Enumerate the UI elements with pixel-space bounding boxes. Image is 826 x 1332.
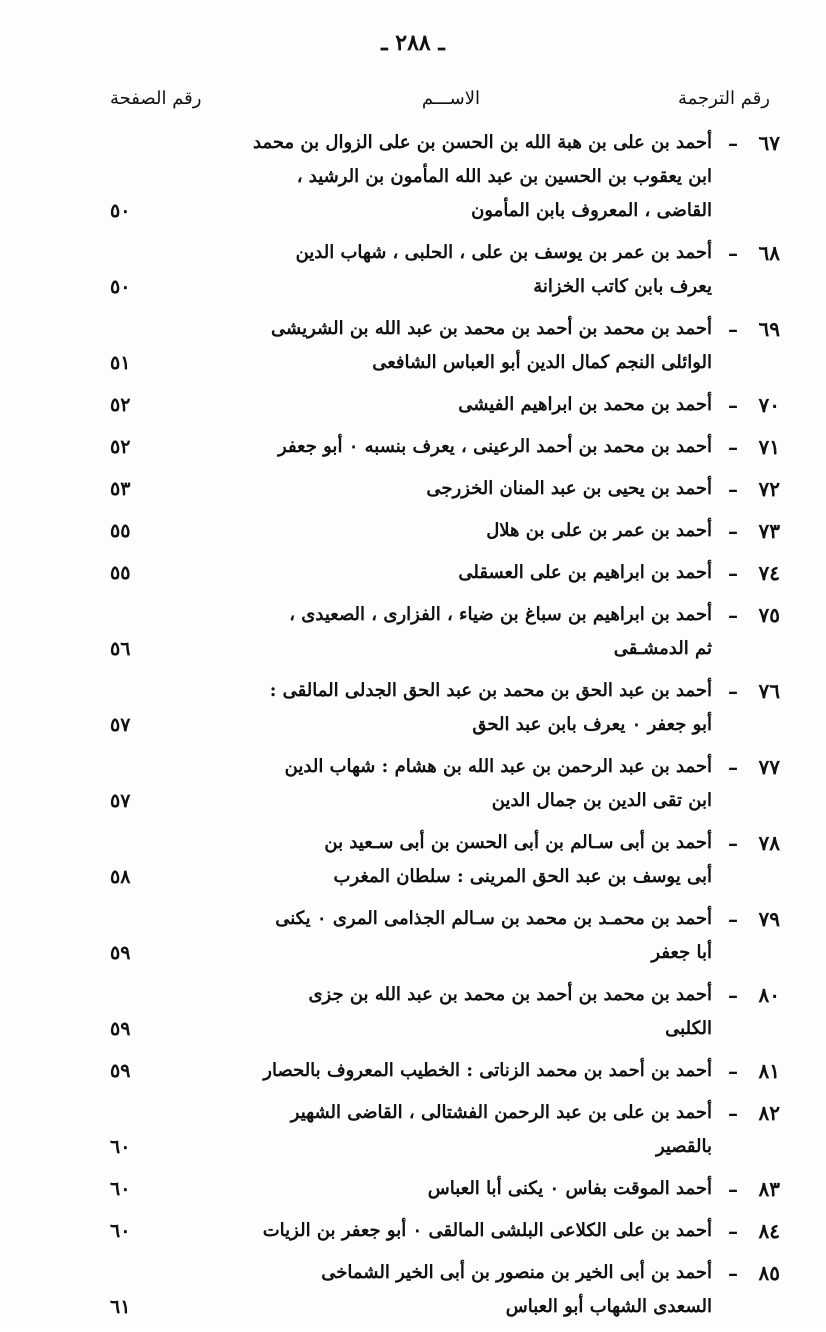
entry-name [188, 1096, 712, 1164]
list-item [110, 236, 780, 304]
list-item [110, 1096, 780, 1164]
entry-name [188, 126, 712, 228]
entry-page-number: ٥٨ [110, 866, 131, 888]
entry-dash: – [728, 907, 738, 931]
entry-dash: – [728, 393, 738, 417]
entry-name-line: أحمد بن أبى سـالم بن أبى الحسن بن أبى سـعيد بن [324, 832, 712, 853]
entry-name-line: أبا جعفر [651, 942, 712, 963]
list-item [110, 902, 780, 970]
list-item [110, 556, 780, 590]
entry-name-line: ثم الدمشـقى [613, 638, 712, 659]
list-item [110, 1172, 780, 1206]
entry-name-line: أحمد بن محمد بن أحمد بن محمد بن عبد الله بن جزى [308, 984, 712, 1005]
list-item [110, 750, 780, 818]
entry-dash: – [728, 519, 738, 543]
list-item [110, 598, 780, 666]
list-item [110, 312, 780, 380]
entry-page-number: ٥٢ [110, 436, 131, 458]
entry-name-line: أحمد بن عبد الرحمن بن عبد الله بن هشام : شهاب الدين [284, 756, 712, 777]
entry-number: ٧٨ [758, 831, 780, 855]
entry-page-number: ٥١ [110, 352, 131, 374]
entry-dash: – [728, 317, 738, 341]
entry-dash: – [728, 131, 738, 155]
entry-name-line: أحمد بن عمر بن على بن هلال [486, 520, 712, 541]
entry-page-number: ٥٥ [110, 562, 131, 584]
entry-name-line: أحمد بن محمد بن أحمد الرعينى ، يعرف بنسبه ٠ أبو جعفر [278, 436, 712, 457]
list-item [110, 388, 780, 422]
list-item [110, 514, 780, 548]
entry-name [188, 1054, 712, 1088]
entry-dash: – [728, 435, 738, 459]
entry-name-line: أحمد بن على بن هبة الله بن الحسن بن على الزوال بن محمد [253, 132, 712, 153]
header-entry-number: رقم الترجمة [677, 88, 770, 109]
entry-name-line: أحمد بن عبد الحق بن محمد بن عبد الحق الجدلى المالقى : [269, 680, 712, 701]
entry-number: ٧٥ [758, 603, 780, 627]
entry-name-line: أحمد بن محمـد بن محمد بن سـالم الجذامى المرى ٠ يكنى [275, 908, 712, 929]
entry-page-number: ٥٩ [110, 1018, 131, 1040]
entry-name [188, 1214, 712, 1248]
entry-page-number: ٥٥ [110, 520, 131, 542]
entry-name-line: أحمد بن أحمد بن محمد الزناتى : الخطيب المعروف بالحصار [263, 1060, 712, 1081]
entry-dash: – [728, 477, 738, 501]
entry-name-line: أحمد بن أبى الخير بن منصور بن أبى الخير الشماخى [321, 1262, 712, 1283]
entry-name-line: بالقصير [655, 1136, 712, 1157]
page-number: ـ ٢٨٨ ـ [381, 30, 445, 56]
entry-number: ٨١ [758, 1059, 780, 1083]
entry-number: ٧٣ [758, 519, 780, 543]
entry-number: ٧١ [758, 435, 780, 459]
header-page-number: رقم الصفحة [110, 88, 202, 109]
entry-name [188, 978, 712, 1046]
entry-dash: – [728, 241, 738, 265]
entry-number: ٨٥ [758, 1261, 780, 1285]
entry-page-number: ٦٠ [110, 1136, 131, 1158]
entry-name-line: ابن تقى الدين بن جمال الدين [491, 790, 712, 811]
entry-number: ٧٧ [758, 755, 780, 779]
entry-page-number: ٥٩ [110, 1060, 131, 1082]
entry-number: ٧٤ [758, 561, 780, 585]
entry-number: ٨٣ [758, 1177, 780, 1201]
entry-number: ٧٠ [758, 393, 780, 417]
list-item [110, 472, 780, 506]
entry-name-line: أبى يوسف بن عبد الحق المرينى : سلطان المغرب [333, 866, 712, 887]
list-item [110, 978, 780, 1046]
entry-dash: – [728, 1219, 738, 1243]
entry-number: ٧٦ [758, 679, 780, 703]
entry-page-number: ٥٠ [110, 276, 131, 298]
entry-name-line: أحمد بن على بن عبد الرحمن الفشتالى ، القاضى الشهير [290, 1102, 712, 1123]
list-item [110, 826, 780, 894]
entry-name-line: الكلبى [665, 1018, 712, 1039]
entry-name [188, 236, 712, 304]
entry-name-line: أبو جعفر ٠ يعرف بابن عبد الحق [472, 714, 712, 735]
entry-page-number: ٦١ [110, 1296, 131, 1318]
entry-number: ٨٤ [758, 1219, 780, 1243]
entry-dash: – [728, 1101, 738, 1125]
entry-number: ٨٠ [758, 983, 780, 1007]
entry-page-number: ٥٩ [110, 942, 131, 964]
entry-name [188, 430, 712, 464]
entry-name [188, 826, 712, 894]
entry-name [188, 674, 712, 742]
entry-name-line: أحمد بن ابراهيم بن سباغ بن ضياء ، الفزارى ، الصعيدى ، [289, 604, 712, 625]
entry-dash: – [728, 679, 738, 703]
entry-name-line: أحمد بن محمد بن أحمد بن محمد بن عبد الله بن الشريشى [271, 318, 712, 339]
entry-number: ٦٩ [758, 317, 780, 341]
entry-dash: – [728, 1177, 738, 1201]
entry-name [188, 1256, 712, 1324]
entry-name [188, 902, 712, 970]
entry-page-number: ٥٧ [110, 714, 131, 736]
entry-name [188, 472, 712, 506]
entry-page-number: ٦٠ [110, 1178, 131, 1200]
entry-page-number: ٥٦ [110, 638, 131, 660]
entry-dash: – [728, 1261, 738, 1285]
entry-page-number: ٥٧ [110, 790, 131, 812]
list-item [110, 1256, 780, 1324]
entry-page-number: ٦٠ [110, 1220, 131, 1242]
entry-number: ٨٢ [758, 1101, 780, 1125]
column-header-row [110, 88, 770, 118]
entry-dash: – [728, 561, 738, 585]
entries-list [110, 126, 780, 1332]
header-name: الاســـم [421, 88, 480, 109]
entry-dash: – [728, 831, 738, 855]
entry-name-line: الوائلى النجم كمال الدين أبو العباس الشافعى [372, 352, 712, 373]
entry-name [188, 312, 712, 380]
entry-dash: – [728, 1059, 738, 1083]
entry-name-line: أحمد الموقت بفاس ٠ يكنى أبا العباس [427, 1178, 712, 1199]
list-item [110, 126, 780, 228]
list-item [110, 1214, 780, 1248]
entry-name [188, 514, 712, 548]
entry-page-number: ٥٠ [110, 200, 131, 222]
entry-name-line: القاضى ، المعروف بابن المأمون [471, 200, 712, 221]
list-item [110, 674, 780, 742]
entry-name [188, 388, 712, 422]
entry-name [188, 1172, 712, 1206]
entry-name-line: يعرف بابن كاتب الخزانة [533, 276, 712, 297]
entry-dash: – [728, 983, 738, 1007]
entry-dash: – [728, 603, 738, 627]
entry-name-line: أحمد بن على الكلاعى البلشى المالقى ٠ أبو جعفر بن الزيات [262, 1220, 712, 1241]
entry-name-line: أحمد بن يحيى بن عبد المنان الخزرجى [426, 478, 712, 499]
entry-number: ٧٢ [758, 477, 780, 501]
entry-page-number: ٥٢ [110, 394, 131, 416]
list-item [110, 430, 780, 464]
entry-name-line: أحمد بن عمر بن يوسف بن على ، الحلبى ، شهاب الدين [295, 242, 712, 263]
entry-name-line: ابن يعقوب بن الحسين بن عبد الله المأمون بن الرشيد ، [296, 166, 712, 187]
entry-name-line: أحمد بن محمد بن ابراهيم الفيشى [458, 394, 712, 415]
entry-dash: – [728, 755, 738, 779]
entry-name [188, 556, 712, 590]
entry-name [188, 598, 712, 666]
entry-number: ٧٩ [758, 907, 780, 931]
entry-page-number: ٥٣ [110, 478, 131, 500]
entry-name [188, 750, 712, 818]
entry-number: ٦٧ [758, 131, 780, 155]
list-item [110, 1054, 780, 1088]
entry-number: ٦٨ [758, 241, 780, 265]
entry-name-line: أحمد بن ابراهيم بن على العسقلى [458, 562, 712, 583]
entry-name-line: السعدى الشهاب أبو العباس [505, 1296, 712, 1317]
